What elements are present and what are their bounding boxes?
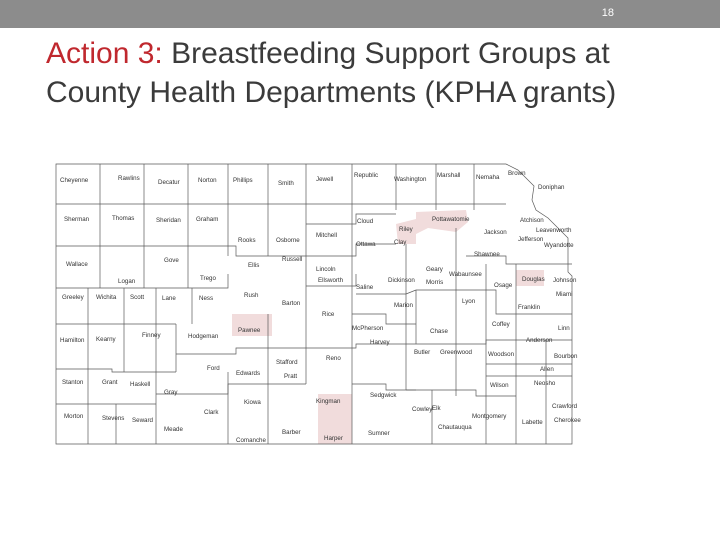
county-label-trego: Trego bbox=[200, 275, 216, 282]
county-label-coffey: Coffey bbox=[492, 321, 510, 328]
county-label-meade: Meade bbox=[164, 426, 183, 433]
county-label-wabaunsee: Wabaunsee bbox=[449, 271, 482, 278]
county-label-linn: Linn bbox=[558, 325, 570, 332]
county-label-geary: Geary bbox=[426, 266, 443, 273]
county-label-cowley: Cowley bbox=[412, 406, 433, 413]
county-label-crawford: Crawford bbox=[552, 403, 578, 410]
county-label-osage: Osage bbox=[494, 282, 513, 289]
county-label-clay: Clay bbox=[394, 239, 407, 246]
county-label-barber: Barber bbox=[282, 429, 301, 436]
county-label-reno: Reno bbox=[326, 355, 341, 362]
county-label-hamilton: Hamilton bbox=[60, 337, 85, 344]
title-accent: Action 3: bbox=[46, 37, 163, 70]
county-labels bbox=[60, 170, 581, 444]
county-label-sheridan: Sheridan bbox=[156, 217, 181, 224]
county-label-wichita: Wichita bbox=[96, 294, 117, 301]
kansas-map-svg bbox=[56, 164, 581, 444]
county-label-seward: Seward bbox=[132, 417, 153, 424]
county-label-decatur: Decatur bbox=[158, 179, 180, 186]
county-label-gove: Gove bbox=[164, 257, 179, 264]
county-label-rooks: Rooks bbox=[238, 237, 256, 244]
county-label-sumner: Sumner bbox=[368, 430, 390, 437]
county-label-stevens: Stevens bbox=[102, 415, 125, 422]
county-label-pottawatomie: Pottawatomie bbox=[432, 216, 470, 223]
county-label-scott: Scott bbox=[130, 294, 145, 301]
county-label-leavenworth: Leavenworth bbox=[536, 227, 572, 234]
county-label-finney: Finney bbox=[142, 332, 161, 339]
county-label-cloud: Cloud bbox=[357, 218, 374, 225]
county-label-pawnee: Pawnee bbox=[238, 327, 261, 334]
county-label-jefferson: Jefferson bbox=[518, 236, 544, 243]
county-label-ottawa: Ottawa bbox=[356, 241, 376, 248]
county-label-cherokee: Cherokee bbox=[554, 417, 581, 424]
county-label-graham: Graham bbox=[196, 216, 219, 223]
county-label-marion: Marion bbox=[394, 302, 413, 309]
county-label-mcpherson: McPherson bbox=[352, 325, 384, 332]
county-label-harvey: Harvey bbox=[370, 339, 390, 346]
county-label-rawlins: Rawlins bbox=[118, 175, 140, 182]
county-label-rush: Rush bbox=[244, 292, 259, 299]
county-label-bourbon: Bourbon bbox=[554, 353, 578, 360]
county-label-neosho: Neosho bbox=[534, 380, 556, 387]
county-label-stafford: Stafford bbox=[276, 359, 298, 366]
county-label-clark: Clark bbox=[204, 409, 219, 416]
county-label-lane: Lane bbox=[162, 295, 176, 302]
county-label-jackson: Jackson bbox=[484, 229, 507, 236]
county-label-hodgeman: Hodgeman bbox=[188, 333, 219, 340]
title-text: Breastfeeding Support Groups at County Health Departments (KPHA grants) bbox=[46, 37, 617, 109]
county-label-elk: Elk bbox=[432, 405, 441, 412]
county-label-dickinson: Dickinson bbox=[388, 277, 415, 284]
county-label-brown: Brown bbox=[508, 170, 526, 177]
county-label-republic: Republic bbox=[354, 172, 379, 179]
county-label-miami: Miami bbox=[556, 291, 573, 298]
county-label-gray: Gray bbox=[164, 389, 178, 396]
county-label-grant: Grant bbox=[102, 379, 118, 386]
county-label-stanton: Stanton bbox=[62, 379, 84, 386]
county-label-thomas: Thomas bbox=[112, 215, 135, 222]
county-label-morris: Morris bbox=[426, 279, 444, 286]
county-label-atchison: Atchison bbox=[520, 217, 544, 224]
county-label-shawnee: Shawnee bbox=[474, 251, 500, 258]
state-outline bbox=[56, 164, 572, 444]
county-label-marshall: Marshall bbox=[437, 172, 461, 179]
county-label-phillips: Phillips bbox=[233, 177, 253, 184]
county-label-franklin: Franklin bbox=[518, 304, 541, 311]
county-label-morton: Morton bbox=[64, 413, 84, 420]
county-label-doniphan: Doniphan bbox=[538, 184, 565, 191]
county-label-ellis: Ellis bbox=[248, 262, 260, 269]
county-label-mitchell: Mitchell bbox=[316, 232, 337, 239]
county-label-chautauqua: Chautauqua bbox=[438, 424, 472, 431]
county-label-douglas: Douglas bbox=[522, 276, 545, 283]
slide-title bbox=[46, 34, 686, 112]
county-label-allen: Allen bbox=[540, 366, 554, 373]
county-boundaries bbox=[56, 164, 572, 444]
county-label-russell: Russell bbox=[282, 256, 303, 263]
county-label-osborne: Osborne bbox=[276, 237, 300, 244]
county-label-greeley: Greeley bbox=[62, 294, 84, 301]
county-label-logan: Logan bbox=[118, 278, 136, 285]
county-label-sedgwick: Sedgwick bbox=[370, 392, 397, 399]
county-label-johnson: Johnson bbox=[553, 277, 577, 284]
county-label-jewell: Jewell bbox=[316, 176, 334, 183]
county-label-riley: Riley bbox=[399, 226, 413, 233]
county-label-cheyenne: Cheyenne bbox=[60, 177, 89, 184]
top-bar bbox=[0, 0, 720, 28]
county-label-saline: Saline bbox=[356, 284, 374, 291]
county-label-lincoln: Lincoln bbox=[316, 266, 336, 273]
county-label-kearny: Kearny bbox=[96, 336, 116, 343]
kansas-county-map bbox=[56, 164, 581, 444]
county-label-anderson: Anderson bbox=[526, 337, 553, 344]
county-label-barton: Barton bbox=[282, 300, 301, 307]
county-label-nemaha: Nemaha bbox=[476, 174, 500, 181]
county-label-wallace: Wallace bbox=[66, 261, 88, 268]
county-label-lyon: Lyon bbox=[462, 298, 476, 305]
county-label-ellsworth: Ellsworth bbox=[318, 277, 344, 284]
county-label-washington: Washington bbox=[394, 176, 427, 183]
county-label-woodson: Woodson bbox=[488, 351, 515, 358]
county-label-greenwood: Greenwood bbox=[440, 349, 472, 356]
county-label-montgomery: Montgomery bbox=[472, 413, 507, 420]
county-label-norton: Norton bbox=[198, 177, 217, 184]
county-label-smith: Smith bbox=[278, 180, 294, 187]
county-label-chase: Chase bbox=[430, 328, 448, 335]
county-label-harper: Harper bbox=[324, 435, 343, 442]
county-label-comanche: Comanche bbox=[236, 437, 266, 444]
county-label-wilson: Wilson bbox=[490, 382, 509, 389]
county-label-sherman: Sherman bbox=[64, 216, 90, 223]
county-label-wyandotte: Wyandotte bbox=[544, 242, 574, 249]
county-label-butler: Butler bbox=[414, 349, 431, 356]
county-label-labette: Labette bbox=[522, 419, 543, 426]
county-label-haskell: Haskell bbox=[130, 381, 151, 388]
slide-number: 18 bbox=[601, 7, 614, 19]
county-label-kingman: Kingman bbox=[316, 398, 341, 405]
county-label-ford: Ford bbox=[207, 365, 220, 372]
county-label-kiowa: Kiowa bbox=[244, 399, 261, 406]
county-label-rice: Rice bbox=[322, 311, 335, 318]
county-label-edwards: Edwards bbox=[236, 370, 261, 377]
county-label-pratt: Pratt bbox=[284, 373, 298, 380]
county-label-ness: Ness bbox=[199, 295, 214, 302]
